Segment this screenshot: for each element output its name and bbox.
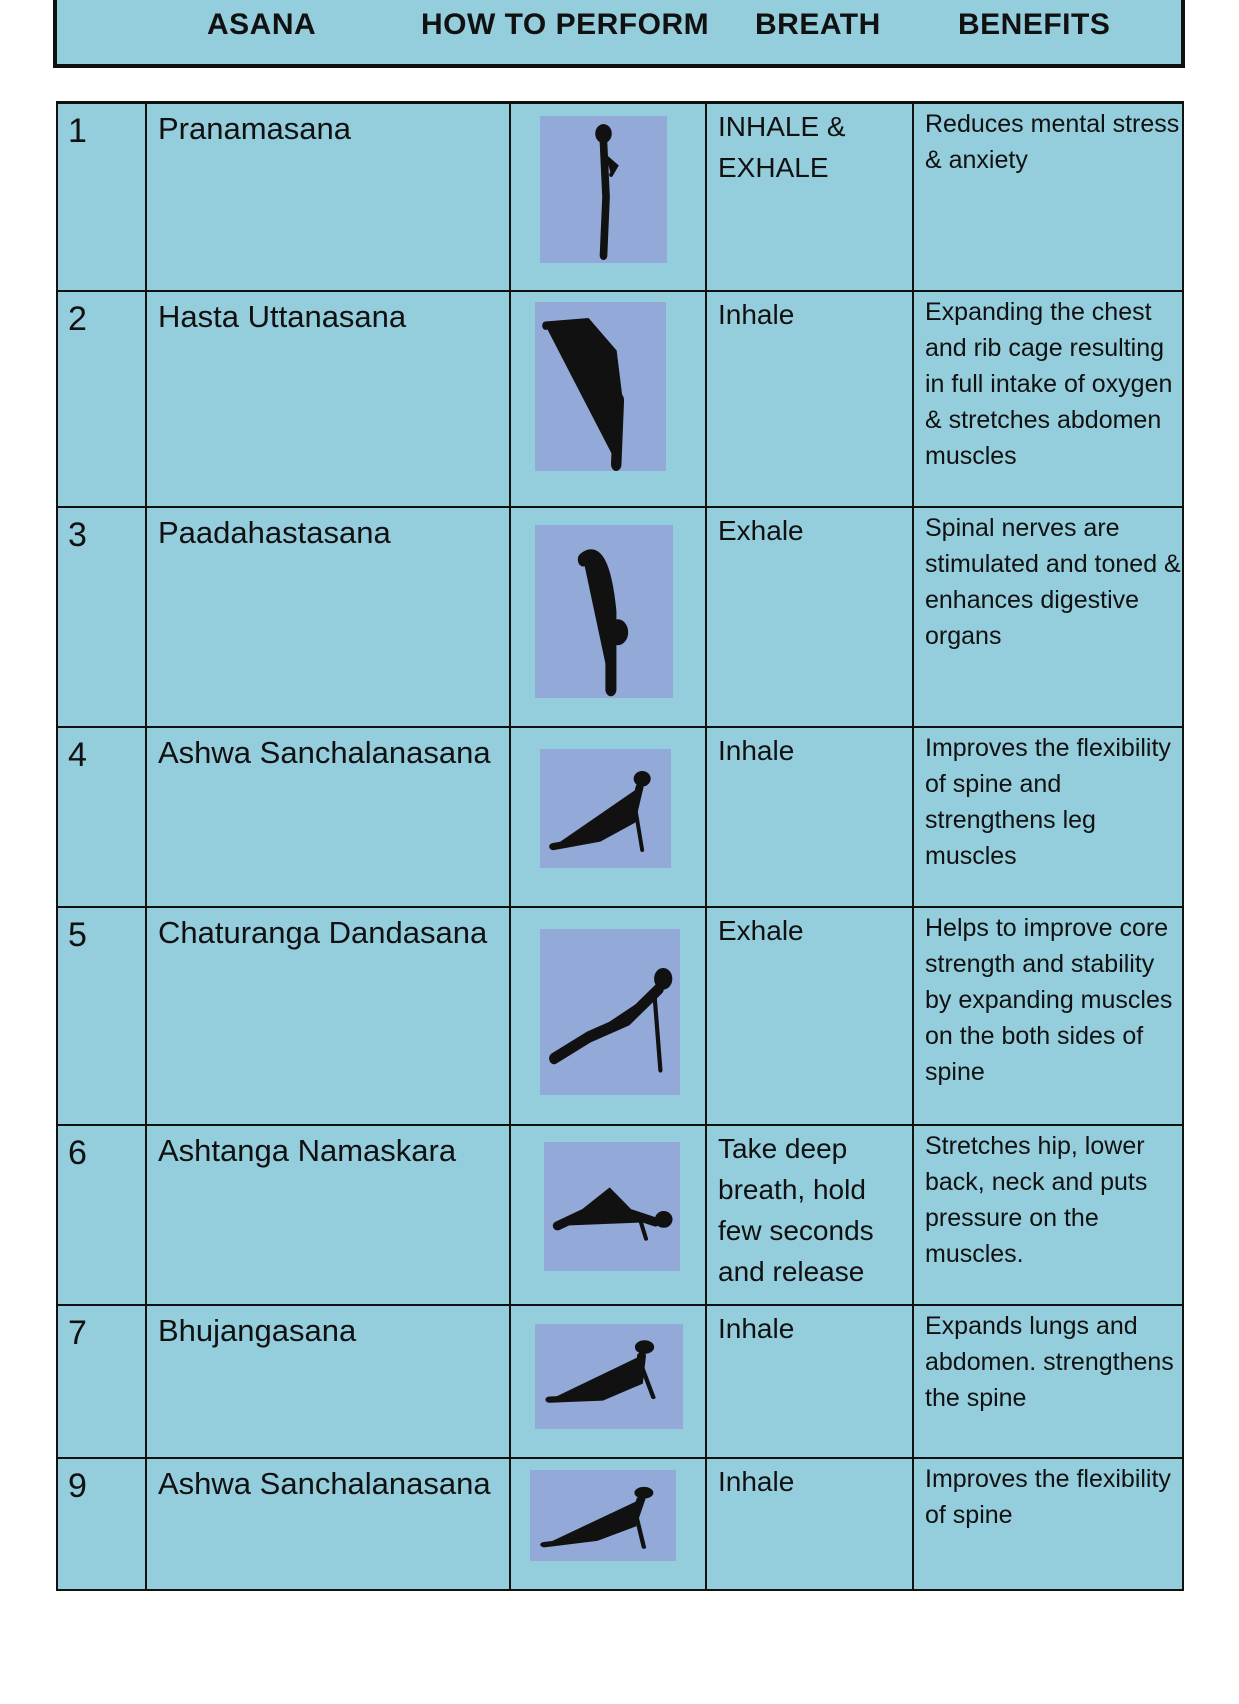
how-to-perform-cell bbox=[509, 1306, 705, 1457]
row-number: 3 bbox=[56, 508, 147, 726]
row-number: 9 bbox=[56, 1459, 147, 1589]
table-row bbox=[56, 104, 1184, 292]
row-number: 2 bbox=[56, 292, 147, 506]
yoga-figure-icon bbox=[544, 1142, 680, 1271]
benefits-text: Improves the flexibility of spine and strengthens leg muscles bbox=[912, 728, 1184, 906]
benefits-text: Expands lungs and abdomen. strengthens the spine bbox=[912, 1306, 1184, 1457]
header-benefits: BENEFITS bbox=[958, 8, 1111, 41]
benefits-text: Stretches hip, lower back, neck and puts pressure on the muscles. bbox=[912, 1126, 1184, 1304]
asana-name: Ashwa Sanchalanasana bbox=[145, 728, 511, 906]
row-number: 4 bbox=[56, 728, 147, 906]
how-to-perform-cell bbox=[509, 104, 705, 290]
asana-name: Hasta Uttanasana bbox=[145, 292, 511, 506]
table-row bbox=[56, 508, 1184, 728]
yoga-figure-icon bbox=[535, 302, 666, 471]
yoga-figure-icon bbox=[535, 1324, 683, 1429]
row-number: 6 bbox=[56, 1126, 147, 1304]
breath-instruction: Exhale bbox=[705, 908, 912, 1124]
benefits-text: Improves the flexibility of spine bbox=[912, 1459, 1184, 1589]
asana-name: Pranamasana bbox=[145, 104, 511, 290]
header-breath: BREATH bbox=[755, 8, 881, 41]
table-row bbox=[56, 1459, 1184, 1591]
asana-name: Ashtanga Namaskara bbox=[145, 1126, 511, 1304]
benefits-text: Expanding the chest and rib cage resulting in full intake of oxygen & stretches abdomen muscles bbox=[912, 292, 1184, 506]
pose-illustration-low-lunge bbox=[530, 1470, 676, 1561]
asana-name: Paadahastasana bbox=[145, 508, 511, 726]
breath-instruction: Inhale bbox=[705, 728, 912, 906]
yoga-figure-icon bbox=[540, 749, 671, 868]
how-to-perform-cell bbox=[509, 292, 705, 506]
yoga-figure-icon bbox=[530, 1470, 676, 1561]
yoga-figure-icon bbox=[540, 116, 667, 263]
breath-instruction: Inhale bbox=[705, 292, 912, 506]
table-row bbox=[56, 908, 1184, 1126]
yoga-figure-icon bbox=[540, 929, 680, 1095]
row-number: 5 bbox=[56, 908, 147, 1124]
table-row bbox=[56, 1306, 1184, 1459]
row-number: 1 bbox=[56, 104, 147, 290]
table-row bbox=[56, 292, 1184, 508]
table-row bbox=[56, 1126, 1184, 1306]
row-number: 7 bbox=[56, 1306, 147, 1457]
breath-instruction: Take deep breath, hold few seconds and release bbox=[705, 1126, 912, 1304]
breath-instruction: INHALE & EXHALE bbox=[705, 104, 912, 290]
pose-illustration-standing-prayer bbox=[540, 116, 667, 263]
benefits-text: Spinal nerves are stimulated and toned & enhances digestive organs bbox=[912, 508, 1184, 726]
benefits-text: Reduces mental stress & anxiety bbox=[912, 104, 1184, 290]
breath-instruction: Inhale bbox=[705, 1459, 912, 1589]
header-how-to-perform: HOW TO PERFORM bbox=[421, 8, 710, 41]
benefits-text: Helps to improve core strength and stability by expanding muscles on the both sides of spine bbox=[912, 908, 1184, 1124]
asana-name: Bhujangasana bbox=[145, 1306, 511, 1457]
how-to-perform-cell bbox=[509, 1459, 705, 1589]
pose-illustration-eight-limbed bbox=[544, 1142, 680, 1271]
how-to-perform-cell bbox=[509, 508, 705, 726]
breath-instruction: Inhale bbox=[705, 1306, 912, 1457]
how-to-perform-cell bbox=[509, 728, 705, 906]
header-asana: ASANA bbox=[207, 8, 317, 41]
yoga-figure-icon bbox=[535, 525, 673, 698]
pose-illustration-low-lunge bbox=[540, 749, 671, 868]
pose-illustration-raised-arms-backbend bbox=[535, 302, 666, 471]
breath-instruction: Exhale bbox=[705, 508, 912, 726]
asana-name: Chaturanga Dandasana bbox=[145, 908, 511, 1124]
pose-illustration-forward-fold bbox=[535, 525, 673, 698]
pose-illustration-cobra bbox=[535, 1324, 683, 1429]
table-header bbox=[53, 0, 1185, 68]
table-row bbox=[56, 728, 1184, 908]
how-to-perform-cell bbox=[509, 1126, 705, 1304]
asana-name: Ashwa Sanchalanasana bbox=[145, 1459, 511, 1589]
asana-table bbox=[56, 101, 1184, 1591]
how-to-perform-cell bbox=[509, 908, 705, 1124]
pose-illustration-plank bbox=[540, 929, 680, 1095]
